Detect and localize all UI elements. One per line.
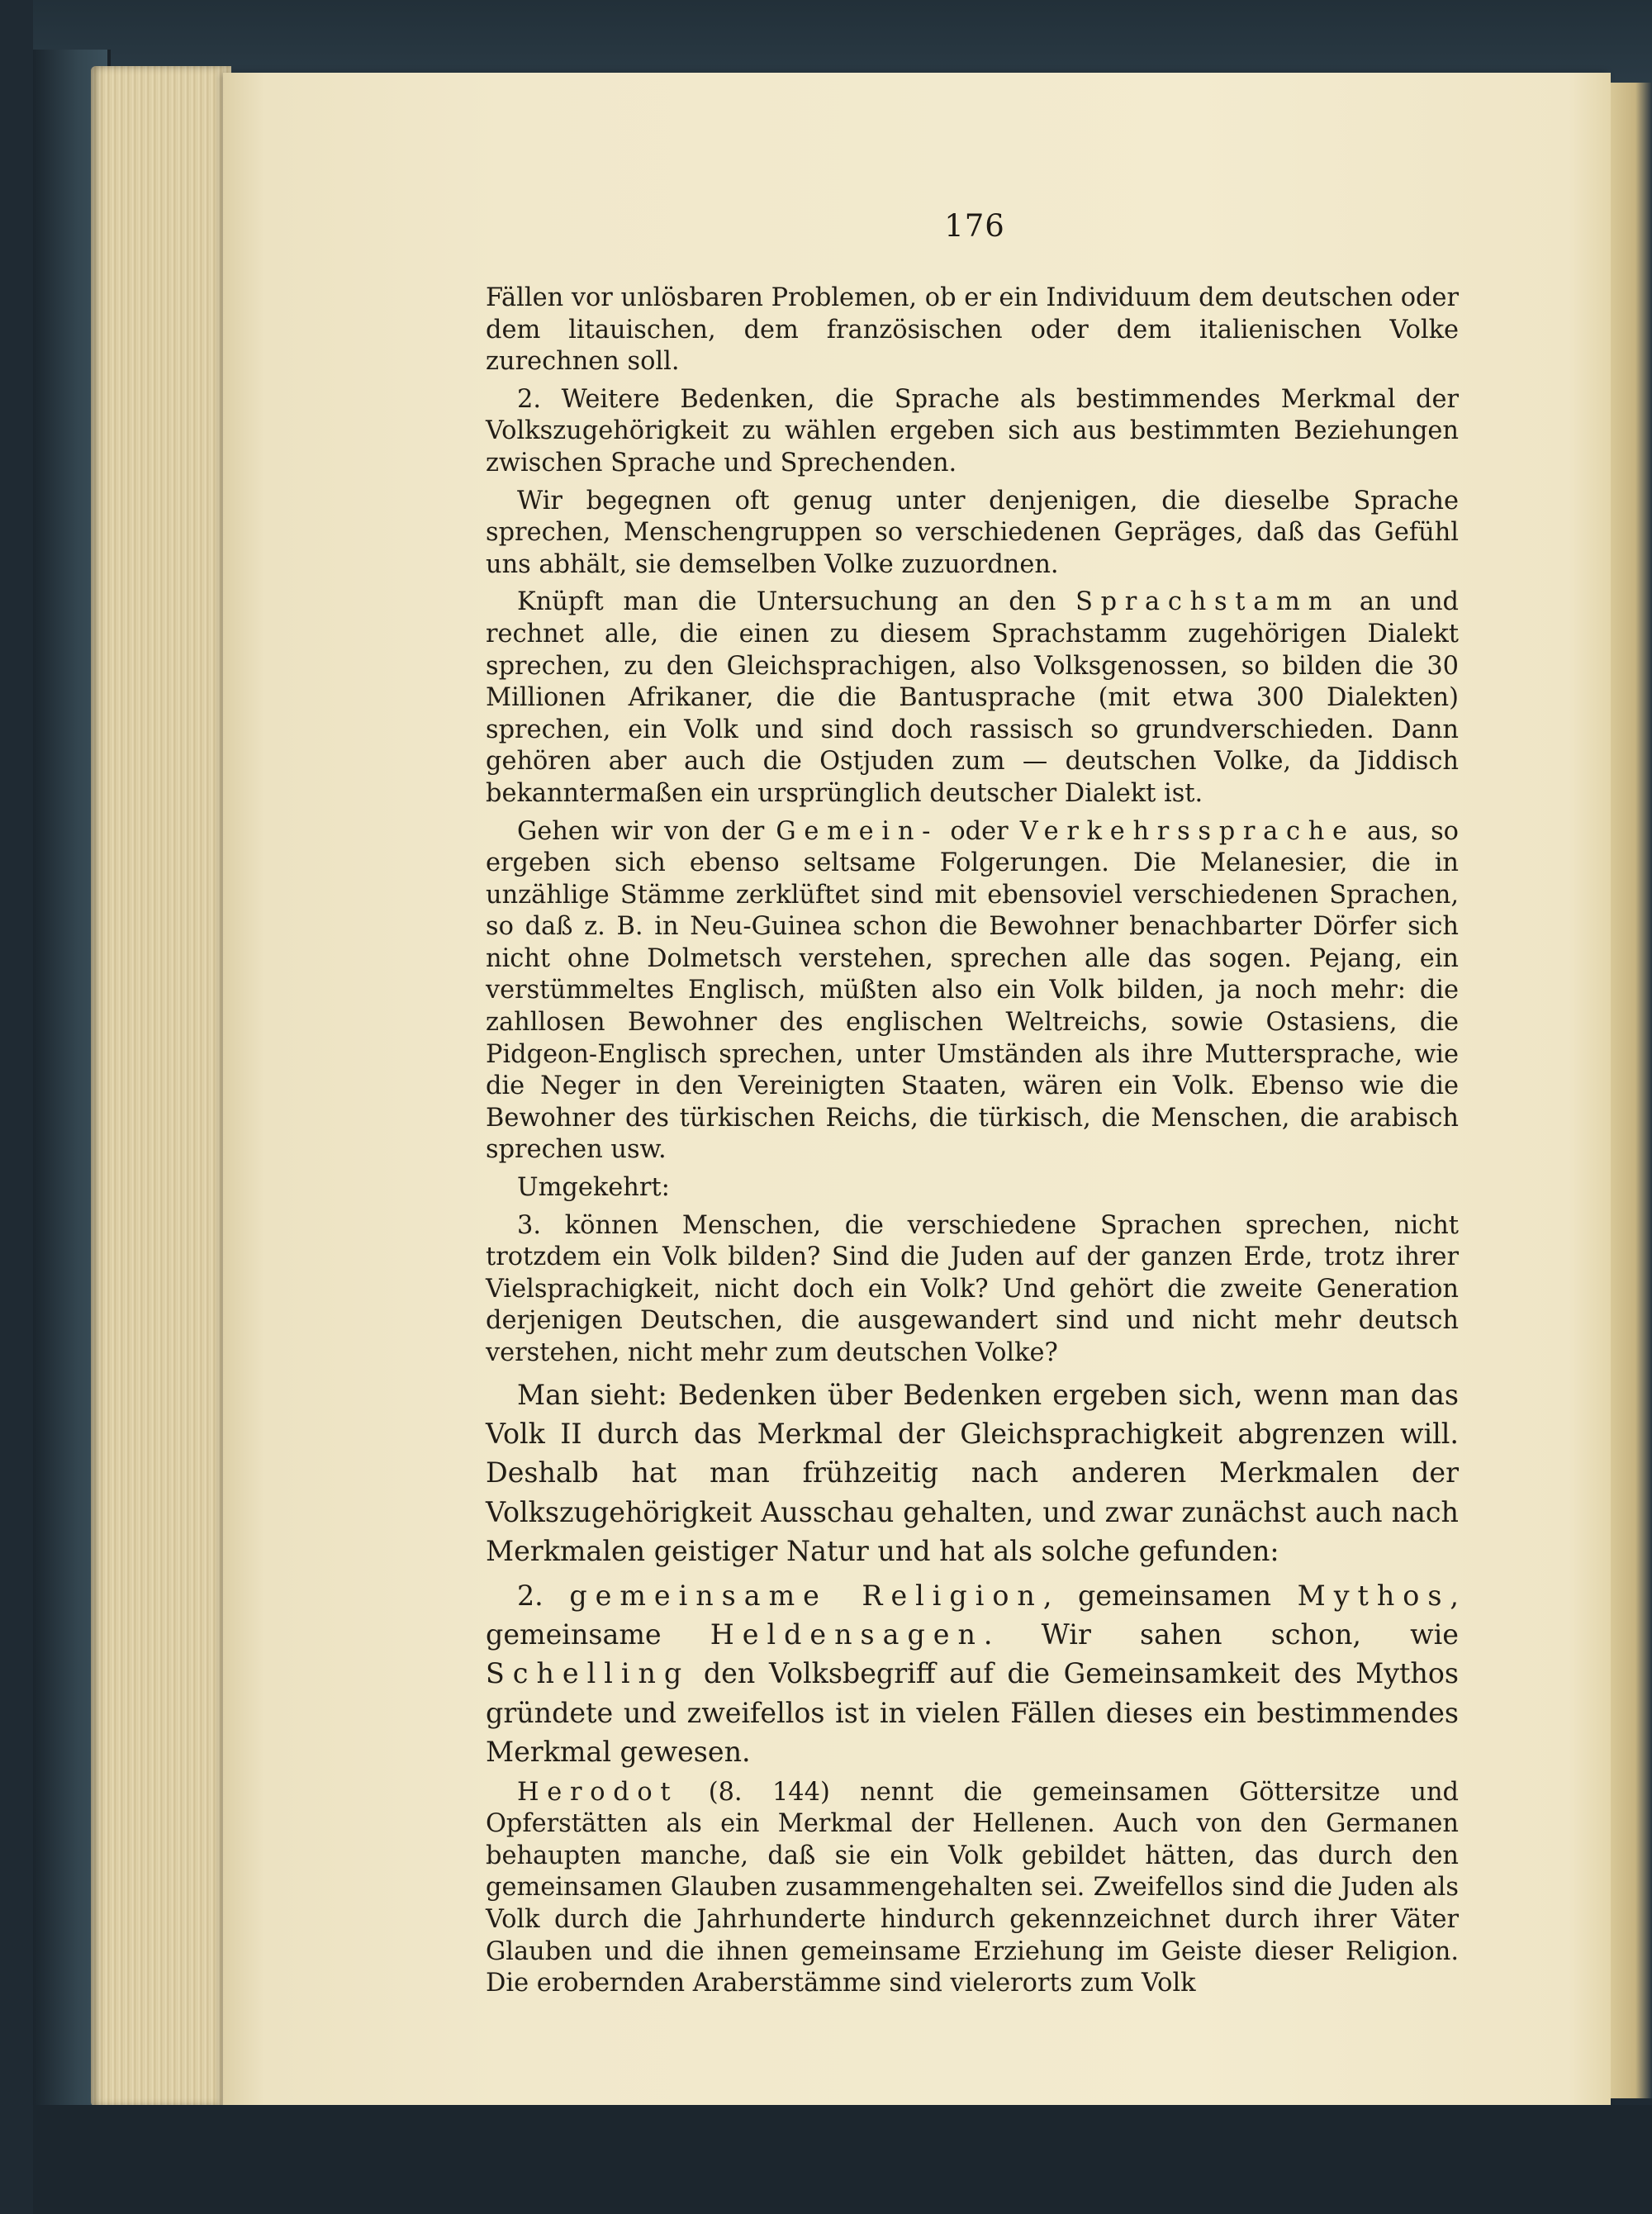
text-run: Wir begegnen oft genug unter denjenigen, die dieselbe Sprache sprechen, Menschengruppen so verschiedenen Gepräges, daß das Gefühl uns abhält, sie demselben Volke zuzuordnen. [486,486,1459,579]
page-right-edge [1611,83,1652,2098]
body-text [486,283,1459,2006]
spaced-term-gemeinsame-religion: gemeinsame Religion [569,1579,1043,1612]
text-run: Fällen vor unlösbaren Problemen, ob er ein Individuum dem deutschen oder dem litauischen, dem französischen oder dem italienischen Volke zurechnen soll. [486,283,1459,377]
paragraph-7 [486,1210,1459,1370]
paragraph-8 [486,1375,1459,1571]
paragraph-10 [486,1777,1459,2000]
paragraph-2 [486,384,1459,480]
text-run: . Wir sahen schon, wie [983,1618,1459,1651]
text-run: , gemeinsamen [1042,1579,1298,1612]
spaced-term-sprachstamm: Sprachstamm [1075,587,1341,617]
spaced-term-verkehrssprache: Verkehrssprache [1019,816,1355,846]
text-run: 3. können Menschen, die verschiedene Sprachen sprechen, nicht trotzdem ein Volk bilden? Sind die Juden auf der ganzen Erde, trotz ihrer Vielsprachigkeit, nicht doch ein Volk? Und gehört die zweite Generation derjenigen Deutschen, die ausgewandert sind und nicht mehr deutsch verstehen, nicht mehr zum deutschen Volke? [486,1210,1459,1367]
paragraph-4 [486,587,1459,810]
text-run: Umgekehrt: [517,1173,670,1203]
text-run: an und rechnet alle, die einen zu diesem Sprachstamm zugehörigen Dialekt sprechen, zu den Gleichsprachigen, also Volksgenossen, so bilden die 30 Millionen Afrikaner, die die Bantusprache (mit etwa 300 Dialekten) sprechen, ein Volk und sind doch rassisch so grundverschieden. Dann gehören aber auch die Ostjuden zum — deutschen Volke, da Jiddisch bekanntermaßen ein ursprünglich deutscher Dialekt ist. [486,587,1459,808]
paragraph-3 [486,486,1459,582]
text-run: (8. 144) nennt die gemeinsamen Göttersitze und Opferstätten als ein Merkmal der Hellenen. Auch von den Germanen behaupten manche, daß sie ein Volk gebildet hätten, das durch den gemeinsamen Glauben zusammengehalten sei. Zweifellos sind die Juden als Volk durch die Jahrhunderte hindurch gekennzeichnet durch ihrer Väter Glauben und die ihnen gemeinsame Erziehung im Geiste dieser Religion. Die erobernden Araberstämme sind vielerorts zum Volk [486,1777,1459,1998]
paragraph-6 [486,1172,1459,1204]
text-run: Gehen wir von der [517,816,776,846]
text-run: aus, so ergeben sich ebenso seltsame Folgerungen. Die Melanesier, die in unzählige Stämme zerklüftet sind mit ebensoviel verschiedenen Sprachen, so daß z. B. in Neu-Guinea schon die Bewohner benachbarter Dörfer sich nicht ohne Dolmetsch verstehen, sprechen alle das sogen. Pejang, ein verstümmeltes Englisch, müßten also ein Volk bilden, ja noch mehr: die zahllosen Bewohner des englischen Weltreichs, sowie Ostasiens, die Pidgeon-Englisch sprechen, unter Umständen als ihre Muttersprache, wie die Neger in den Vereinigten Staaten, wären ein Volk. Ebenso wie die Bewohner des türkischen Reichs, die türkisch, die Menschen, die arabisch sprechen usw. [486,816,1459,1165]
paragraph-9 [486,1576,1459,1772]
page-edges [91,66,231,2107]
text-run: , gemeinsame [486,1579,1460,1651]
book-bottom-shadow [33,2105,1652,2214]
spaced-term-gemein: Gemein- [776,816,939,846]
text-run: den Volksbegriff auf die Gemeinsamkeit des Mythos gründete und zweifellos ist in vielen Fällen dieses ein bestimmendes Merkmal gewesen. [486,1657,1459,1769]
text-run: 2. [517,1579,570,1612]
text-run: oder [938,816,1020,846]
paragraph-5 [486,816,1459,1167]
spaced-term-mythos: Mythos [1297,1579,1450,1612]
text-run: 2. Weitere Bedenken, die Sprache als bestimmendes Merkmal der Volkszugehörigkeit zu wählen ergeben sich aus bestimmten Beziehungen zwischen Sprache und Sprechenden. [486,384,1459,477]
spaced-term-herodot: Herodot [517,1777,679,1807]
spaced-term-heldensagen: Heldensagen [710,1618,984,1651]
page-number: 176 [944,208,1005,244]
text-run: Knüpft man die Untersuchung an den [517,587,1076,617]
spaced-term-schelling: Schelling [486,1657,691,1690]
text-run: Man sieht: Bedenken über Bedenken ergeben sich, wenn man das Volk II durch das Merkmal der Gleichsprachigkeit abgrenzen will. Deshalb hat man frühzeitig nach anderen Merkmalen der Volkszugehörigkeit Ausschau gehalten, und zwar zunächst auch nach Merkmalen geistiger Natur und hat als solche gefunden: [486,1378,1459,1568]
paragraph-1 [486,283,1459,378]
